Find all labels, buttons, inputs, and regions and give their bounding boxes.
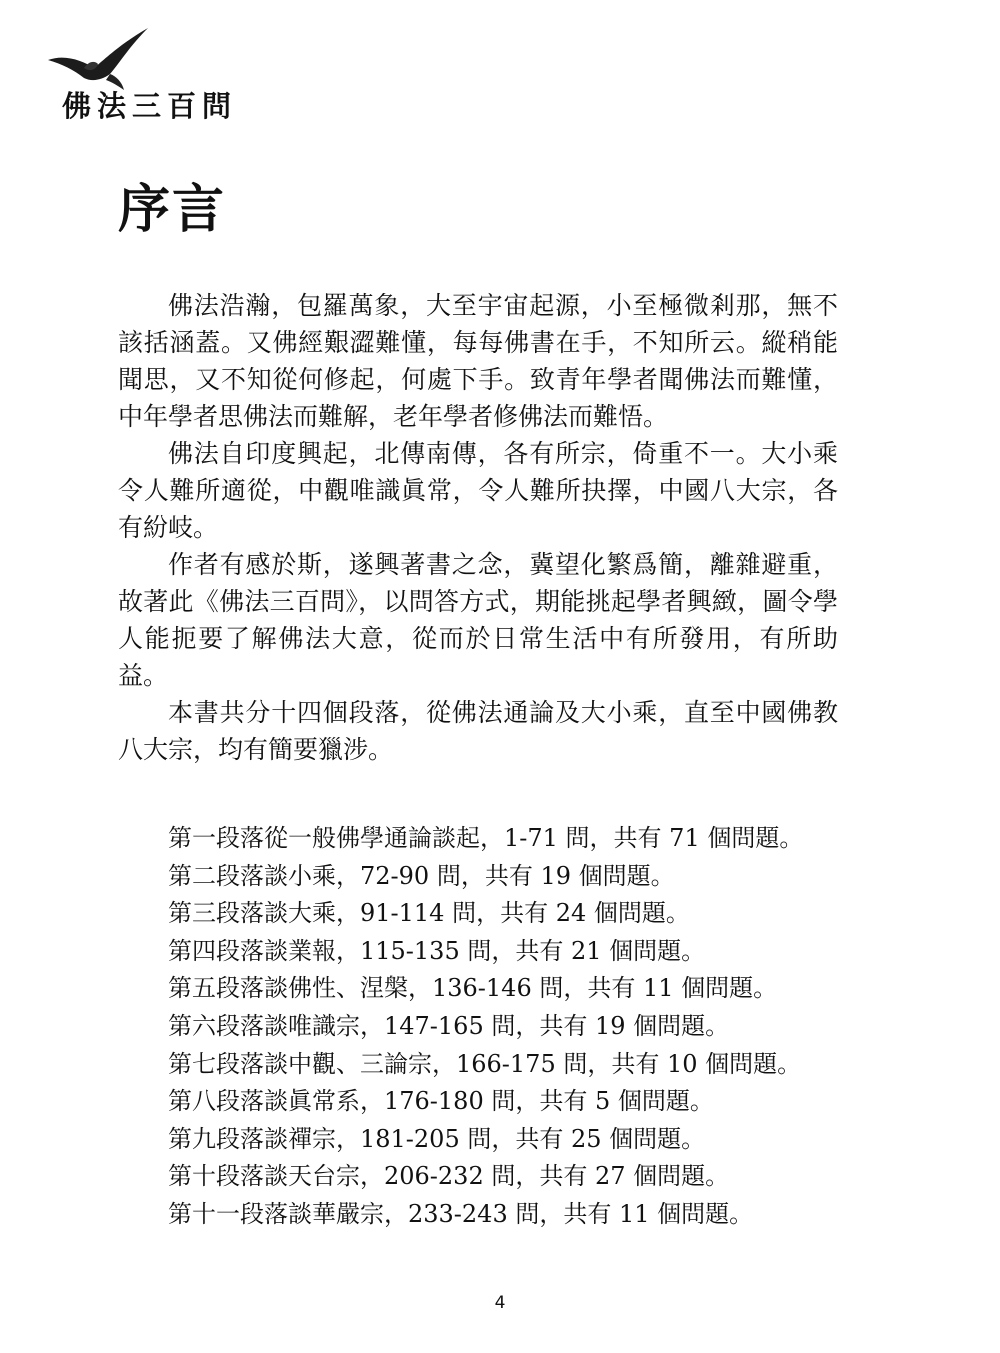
list-item: 第二段落談小乘，72-90 問，共有 19 個問題。 [168,861,675,890]
page-number: 4 [494,1293,506,1313]
book-title: 佛法三百問 [62,89,238,123]
list-item: 第三段落談大乘，91-114 問，共有 24 個問題。 [168,899,690,928]
list-item: 第四段落談業報，115-135 問，共有 21 個問題。 [168,936,706,965]
list-item: 第十一段落談華嚴宗，233-243 問，共有 11 個問題。 [168,1199,754,1228]
paragraph: 作者有感於斯，遂興著書之念，冀望化繁爲簡，離雜避重，故著此《佛法三百問》，以問答方式，期能挑起學者興緻，圖令學人能扼要了解佛法大意，從而於日常生活中有所發用，有所助益。 [118,550,838,690]
list-item: 第五段落談佛性、涅槃，136-146 問，共有 11 個問題。 [168,974,778,1003]
list-item: 第八段落談眞常系，176-180 問，共有 5 個問題。 [168,1087,714,1116]
page-title: 序言 [118,180,227,240]
list-item: 第九段落談禪宗，181-205 問，共有 25 個問題。 [168,1124,706,1153]
paragraph: 佛法浩瀚，包羅萬象，大至宇宙起源，小至極微剎那，無不該括涵蓋。又佛經艱澀難懂，每每佛書在手，不知所云。縱稍能聞思，又不知從何修起，何處下手。致青年學者聞佛法而難懂，中年學者思佛法而難解，老年學者修佛法而難悟。 [118,291,838,431]
paragraph: 佛法自印度興起，北傳南傳，各有所宗，倚重不一。大小乘令人難所適從，中觀唯識眞常，令人難所抉擇，中國八大宗，各有紛岐。 [118,439,838,542]
list-item: 第十段落談天台宗，206-232 問，共有 27 個問題。 [168,1162,730,1191]
list-item: 第七段落談中觀、三論宗，166-175 問，共有 10 個問題。 [168,1049,802,1078]
paragraph: 本書共分十四個段落，從佛法通論及大小乘，直至中國佛教八大宗，均有簡要獵涉。 [118,698,838,764]
preface-body [118,287,838,768]
list-item: 第一段落從一般佛學通論談起，1-71 問，共有 71 個問題。 [168,824,804,852]
header-logo [42,22,238,132]
list-item: 第六段落談唯識宗，147-165 問，共有 19 個問題。 [168,1011,730,1040]
section-list [168,820,848,1234]
